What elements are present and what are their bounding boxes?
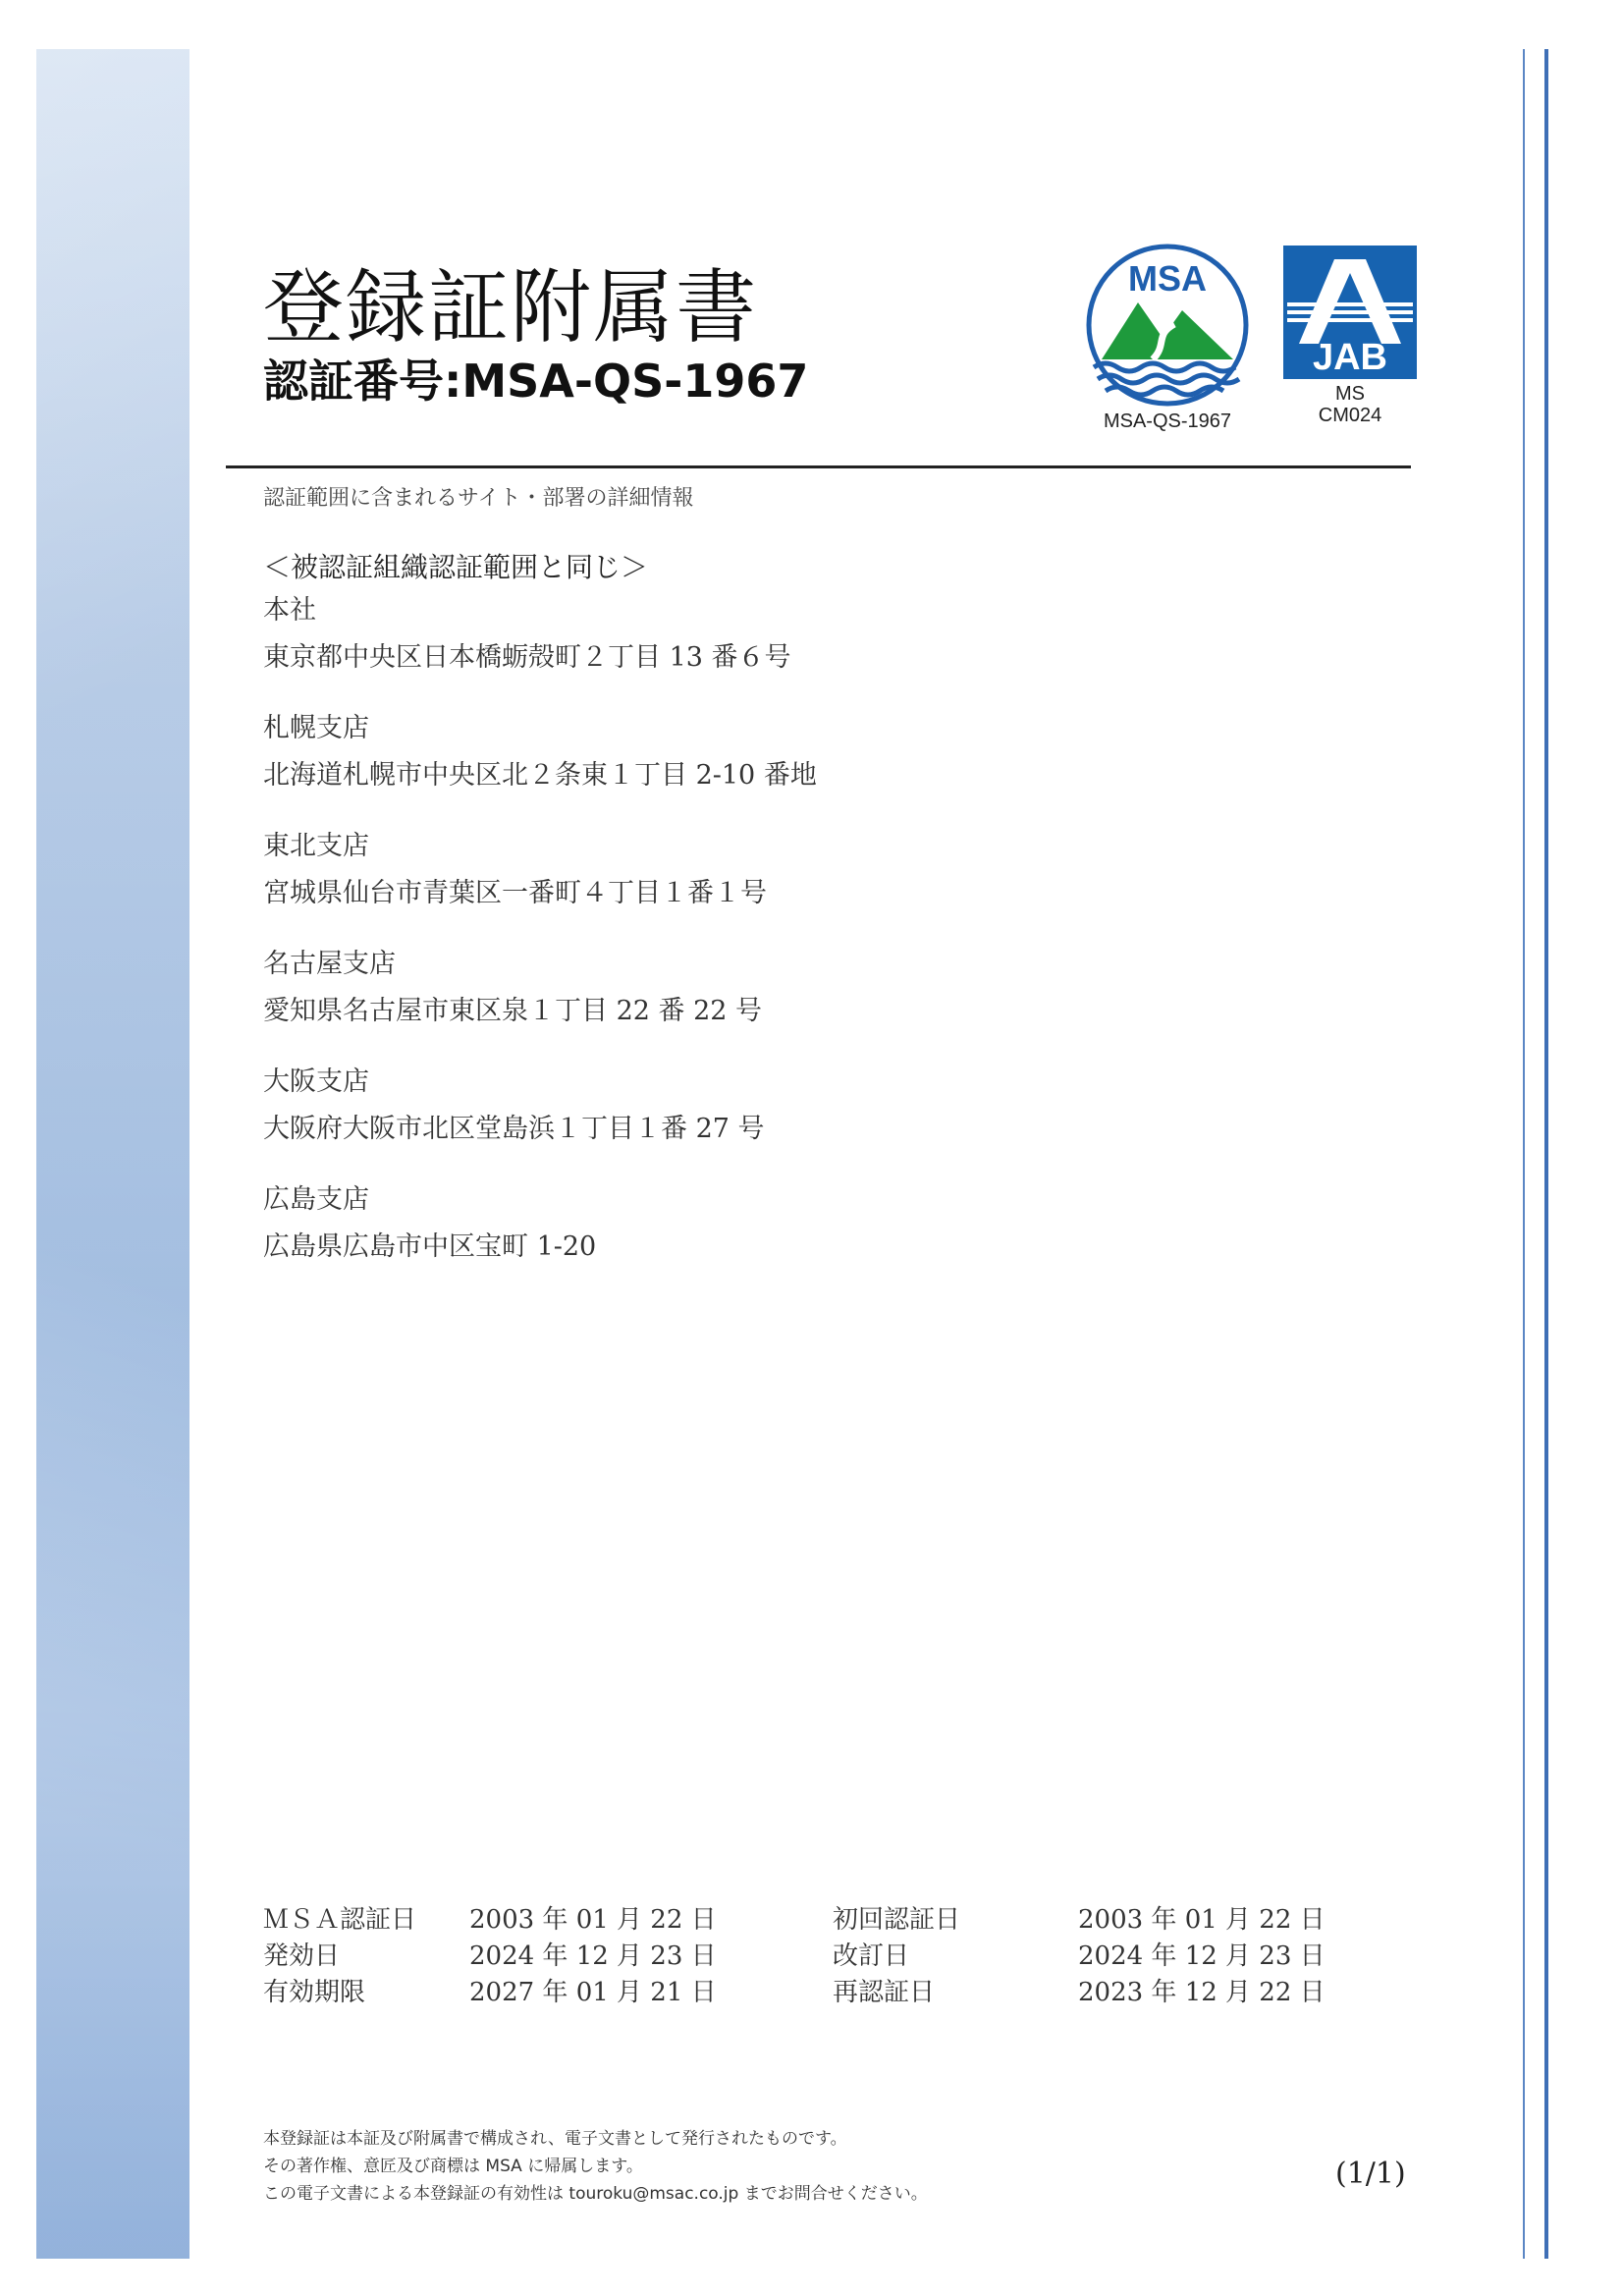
footer-notes — [263, 2125, 928, 2208]
msa-cert-date-value: 2003 年 01 月 22 日 — [469, 1905, 717, 1935]
jab-caption-line1: MS — [1335, 383, 1365, 405]
site-entry — [263, 1176, 596, 1271]
site-name: 大阪支店 — [263, 1066, 369, 1097]
footer-note-line: その著作権、意匠及び商標は MSA に帰属します。 — [263, 2157, 643, 2176]
dates-row — [263, 1899, 1325, 1936]
msa-logo-caption: MSA-QS-1967 — [1103, 410, 1232, 432]
section-caption: 認証範囲に含まれるサイト・部署の詳細情報 — [263, 486, 694, 511]
revision-date-value: 2024 年 12 月 23 日 — [1078, 1941, 1325, 1971]
recert-date-label: 再認証日 — [833, 1978, 936, 2007]
msa-cert-date-label: ＭＳＡ認証日 — [263, 1905, 417, 1935]
dates-row — [263, 1936, 1325, 1972]
site-name: 札幌支店 — [263, 713, 369, 743]
msa-logo-text: MSA — [1128, 258, 1207, 299]
document-title: 登録証附属書 — [263, 261, 759, 355]
footer-note-line: 本登録証は本証及び附属書で構成され、電子文書として発行されたものです。 — [263, 2129, 847, 2149]
site-entry — [263, 705, 817, 799]
site-address: 大阪府大阪市北区堂島浜１丁目１番 27 号 — [263, 1114, 765, 1144]
issue-date-label: 発効日 — [263, 1941, 341, 1971]
issue-date-value: 2024 年 12 月 23 日 — [469, 1941, 717, 1971]
dates-row — [263, 1972, 1325, 2008]
site-entry — [263, 823, 767, 917]
site-name: 名古屋支店 — [263, 949, 396, 979]
site-address: 愛知県名古屋市東区泉１丁目 22 番 22 号 — [263, 996, 763, 1026]
site-address: 広島県広島市中区宝町 1-20 — [263, 1231, 597, 1262]
expiry-date-value: 2027 年 01 月 21 日 — [469, 1978, 717, 2007]
recert-date-value: 2023 年 12 月 22 日 — [1078, 1978, 1325, 2007]
scope-heading: ＜被認証組織認証範囲と同じ＞ — [263, 551, 649, 583]
jab-logo-text: JAB — [1312, 337, 1388, 378]
page-number: (1/1) — [1335, 2157, 1406, 2191]
site-name: 本社 — [263, 595, 316, 626]
jab-caption-line2: CM024 — [1318, 405, 1382, 426]
right-border-line — [1523, 49, 1525, 2259]
certification-dates-table — [263, 1899, 1325, 2008]
site-name: 東北支店 — [263, 831, 369, 861]
jab-logo — [1283, 246, 1417, 379]
msa-logo — [1084, 242, 1251, 409]
revision-date-label: 改訂日 — [833, 1941, 910, 1971]
site-name: 広島支店 — [263, 1184, 369, 1215]
site-address: 宮城県仙台市青葉区一番町４丁目１番１号 — [263, 878, 767, 908]
right-border-line-thick — [1544, 49, 1548, 2259]
decorative-side-band — [36, 49, 189, 2259]
certificate-number: 認証番号:MSA-QS-1967 — [263, 355, 809, 408]
site-entry — [263, 941, 762, 1035]
site-entry — [263, 587, 791, 682]
expiry-date-label: 有効期限 — [263, 1978, 366, 2007]
header-divider — [226, 465, 1411, 468]
site-address: 東京都中央区日本橋蛎殻町２丁目 13 番６号 — [263, 642, 791, 673]
site-entry — [263, 1059, 765, 1153]
jab-logo-caption — [1283, 383, 1417, 426]
site-address: 北海道札幌市中央区北２条東１丁目 2-10 番地 — [263, 760, 817, 791]
initial-cert-date-value: 2003 年 01 月 22 日 — [1078, 1905, 1325, 1935]
footer-note-line: この電子文書による本登録証の有効性は touroku@msac.co.jp までお問合せください。 — [263, 2184, 928, 2204]
initial-cert-date-label: 初回認証日 — [833, 1905, 961, 1935]
